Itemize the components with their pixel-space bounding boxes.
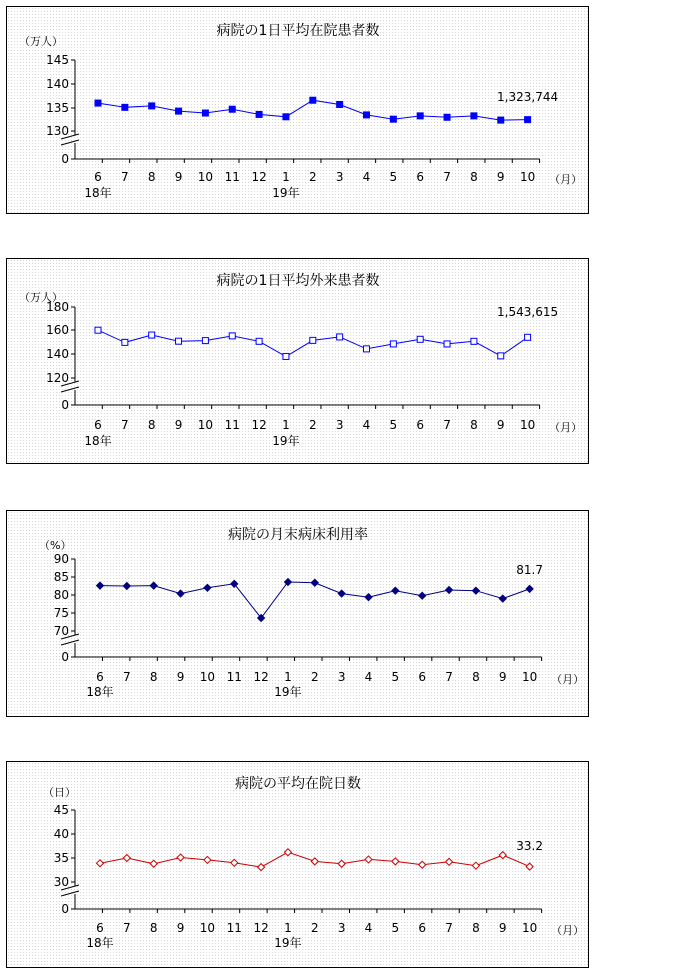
y-tick-label: 0 <box>61 398 69 412</box>
data-point <box>337 101 343 107</box>
data-point <box>526 585 533 592</box>
data-point <box>472 587 479 594</box>
last-value-label: 1,323,744 <box>497 90 559 104</box>
year-label: 18年 <box>86 685 114 699</box>
x-tick-label: 8 <box>470 170 478 184</box>
data-point <box>204 584 211 591</box>
data-point <box>177 854 184 861</box>
chart-title: 病院の1日平均在院患者数 <box>216 23 380 39</box>
chart-title: 病院の1日平均外来患者数 <box>216 273 380 289</box>
data-point <box>284 849 291 856</box>
x-unit-label: （月） <box>549 421 583 434</box>
x-tick-label: 11 <box>224 418 240 432</box>
x-tick-label: 3 <box>335 418 344 432</box>
last-value-label: 1,543,615 <box>497 305 559 319</box>
y-tick-label: 30 <box>53 875 69 889</box>
chart-panel-outpatients <box>6 258 589 464</box>
data-point <box>471 338 477 344</box>
data-point <box>256 338 262 344</box>
series-line <box>100 582 530 618</box>
data-point <box>471 113 477 119</box>
data-point <box>95 327 101 333</box>
data-point <box>202 110 208 116</box>
x-tick-label: 12 <box>253 670 269 684</box>
x-tick-label: 8 <box>472 670 480 684</box>
y-tick-label: 140 <box>46 77 69 91</box>
x-tick-label: 10 <box>519 170 536 184</box>
y-tick-label: 75 <box>53 606 69 620</box>
x-tick-label: 2 <box>308 418 317 432</box>
x-tick-label: 8 <box>147 418 156 432</box>
x-tick-label: 9 <box>498 921 507 935</box>
year-label: 19年 <box>274 685 302 699</box>
chart-title: 病院の月末病床利用率 <box>228 527 368 543</box>
data-point <box>390 341 396 347</box>
axis-break-mark <box>61 387 79 392</box>
x-tick-label: 10 <box>521 921 538 935</box>
y-unit-label: （万人） <box>19 35 63 48</box>
data-point <box>283 114 289 120</box>
y-tick-label: 180 <box>46 300 69 314</box>
data-point <box>122 104 128 110</box>
x-tick-label: 1 <box>282 418 290 432</box>
y-tick-label: 0 <box>61 152 69 166</box>
data-point <box>310 97 316 103</box>
x-tick-label: 9 <box>174 170 183 184</box>
data-point <box>176 108 182 114</box>
x-unit-label: （月） <box>551 924 585 937</box>
y-tick-label: 0 <box>61 650 69 664</box>
year-label: 19年 <box>272 186 300 200</box>
x-tick-label: 8 <box>147 170 156 184</box>
data-point <box>97 860 104 867</box>
data-point <box>498 117 504 123</box>
x-tick-label: 8 <box>472 921 480 935</box>
data-point <box>365 856 372 863</box>
x-tick-label: 10 <box>199 670 216 684</box>
x-tick-label: 1 <box>282 170 290 184</box>
data-point <box>256 111 262 117</box>
x-tick-label: 3 <box>335 170 344 184</box>
x-tick-label: 10 <box>521 670 538 684</box>
data-point <box>310 337 316 343</box>
x-tick-label: 5 <box>389 418 398 432</box>
x-tick-label: 9 <box>496 170 505 184</box>
x-tick-label: 4 <box>364 921 373 935</box>
data-point <box>177 590 184 597</box>
data-point <box>150 860 157 867</box>
data-point <box>392 587 399 594</box>
x-tick-label: 8 <box>149 670 158 684</box>
data-point <box>417 336 423 342</box>
chart-svg-average-stay <box>7 762 590 969</box>
x-tick-label: 3 <box>337 670 346 684</box>
x-tick-label: 4 <box>364 670 373 684</box>
x-tick-label: 6 <box>418 670 427 684</box>
x-tick-label: 7 <box>121 170 129 184</box>
x-tick-label: 9 <box>496 418 505 432</box>
data-point <box>525 334 531 340</box>
chart-title: 病院の平均在院日数 <box>235 776 361 792</box>
data-point <box>499 595 506 602</box>
x-tick-label: 8 <box>470 418 478 432</box>
x-tick-label: 2 <box>308 170 317 184</box>
data-point <box>392 858 399 865</box>
y-unit-label: （日） <box>43 786 76 799</box>
x-tick-label: 11 <box>224 170 240 184</box>
data-point <box>258 864 265 871</box>
data-point <box>390 116 396 122</box>
year-label: 18年 <box>86 936 114 950</box>
x-tick-label: 4 <box>362 418 371 432</box>
x-tick-label: 7 <box>443 418 451 432</box>
x-tick-label: 9 <box>498 670 507 684</box>
x-tick-label: 11 <box>226 670 242 684</box>
data-point <box>149 332 155 338</box>
data-point <box>337 334 343 340</box>
last-value-label: 81.7 <box>516 563 543 577</box>
data-point <box>338 860 345 867</box>
x-tick-label: 7 <box>445 921 453 935</box>
x-tick-label: 5 <box>391 921 400 935</box>
data-point <box>176 338 182 344</box>
data-point <box>311 858 318 865</box>
x-tick-label: 6 <box>96 921 104 935</box>
x-tick-label: 12 <box>251 170 267 184</box>
x-tick-label: 9 <box>176 670 185 684</box>
x-tick-label: 2 <box>310 670 319 684</box>
data-point <box>311 579 318 586</box>
data-point <box>446 586 453 593</box>
x-tick-label: 1 <box>284 921 292 935</box>
data-point <box>204 856 211 863</box>
data-point <box>229 106 235 112</box>
chart-svg-bed-utilization <box>7 511 590 718</box>
data-point <box>123 583 130 590</box>
x-tick-label: 6 <box>94 418 102 432</box>
x-tick-label: 2 <box>310 921 319 935</box>
x-tick-label: 7 <box>123 921 131 935</box>
data-point <box>499 852 506 859</box>
y-unit-label: （%） <box>39 539 72 552</box>
x-tick-label: 3 <box>337 921 346 935</box>
data-point <box>97 582 104 589</box>
data-point <box>123 855 130 862</box>
x-tick-label: 12 <box>251 418 267 432</box>
x-tick-label: 7 <box>121 418 129 432</box>
y-tick-label: 70 <box>53 624 69 638</box>
x-tick-label: 6 <box>418 921 427 935</box>
x-tick-label: 5 <box>389 170 398 184</box>
x-tick-label: 10 <box>197 418 214 432</box>
x-unit-label: （月） <box>549 173 583 186</box>
x-tick-label: 12 <box>253 921 269 935</box>
chart-svg-inpatients <box>7 7 590 215</box>
data-point <box>95 100 101 106</box>
y-tick-label: 145 <box>46 53 69 67</box>
y-tick-label: 130 <box>46 124 69 138</box>
chart-panel-average-stay <box>6 761 589 968</box>
chart-svg-outpatients <box>7 259 590 465</box>
chart-panel-bed-utilization <box>6 510 589 717</box>
x-tick-label: 10 <box>199 921 216 935</box>
x-tick-label: 6 <box>416 170 425 184</box>
data-point <box>526 863 533 870</box>
data-point <box>446 858 453 865</box>
year-label: 18年 <box>84 186 112 200</box>
x-tick-label: 5 <box>391 670 400 684</box>
x-tick-label: 7 <box>443 170 451 184</box>
axis-break-mark <box>61 140 79 145</box>
data-point <box>419 592 426 599</box>
y-tick-label: 135 <box>46 101 69 115</box>
y-tick-label: 120 <box>46 371 69 385</box>
data-point <box>472 862 479 869</box>
y-tick-label: 45 <box>53 803 69 817</box>
y-tick-label: 40 <box>53 827 69 841</box>
data-point <box>444 341 450 347</box>
x-tick-label: 6 <box>416 418 425 432</box>
y-tick-label: 85 <box>53 570 69 584</box>
y-tick-label: 80 <box>53 588 69 602</box>
data-point <box>444 114 450 120</box>
y-unit-label: （万人） <box>19 291 63 304</box>
x-tick-label: 11 <box>226 921 242 935</box>
data-point <box>364 112 370 118</box>
x-unit-label: （月） <box>551 673 585 686</box>
data-point <box>338 590 345 597</box>
x-tick-label: 10 <box>519 418 536 432</box>
chart-panel-inpatients <box>6 6 589 214</box>
y-tick-label: 140 <box>46 347 69 361</box>
x-tick-label: 1 <box>284 670 292 684</box>
data-point <box>419 861 426 868</box>
data-point <box>498 353 504 359</box>
axis-break-mark <box>61 891 79 896</box>
x-tick-label: 9 <box>174 418 183 432</box>
data-point <box>417 113 423 119</box>
y-tick-label: 90 <box>53 552 69 566</box>
data-point <box>365 594 372 601</box>
year-label: 18年 <box>84 434 112 448</box>
data-point <box>283 353 289 359</box>
data-point <box>229 333 235 339</box>
data-point <box>525 117 531 123</box>
data-point <box>364 346 370 352</box>
y-tick-label: 0 <box>61 902 69 916</box>
x-tick-label: 4 <box>362 170 371 184</box>
x-tick-label: 6 <box>94 170 102 184</box>
year-label: 19年 <box>274 936 302 950</box>
data-point <box>122 339 128 345</box>
x-tick-label: 7 <box>123 670 131 684</box>
y-tick-label: 160 <box>46 323 69 337</box>
x-tick-label: 8 <box>149 921 158 935</box>
x-tick-label: 10 <box>197 170 214 184</box>
year-label: 19年 <box>272 434 300 448</box>
x-tick-label: 9 <box>176 921 185 935</box>
x-tick-label: 6 <box>96 670 104 684</box>
data-point <box>149 103 155 109</box>
axis-break-mark <box>61 640 79 645</box>
y-tick-label: 35 <box>53 851 69 865</box>
data-point <box>202 338 208 344</box>
data-point <box>150 582 157 589</box>
x-tick-label: 7 <box>445 670 453 684</box>
data-point <box>231 859 238 866</box>
last-value-label: 33.2 <box>516 839 543 853</box>
